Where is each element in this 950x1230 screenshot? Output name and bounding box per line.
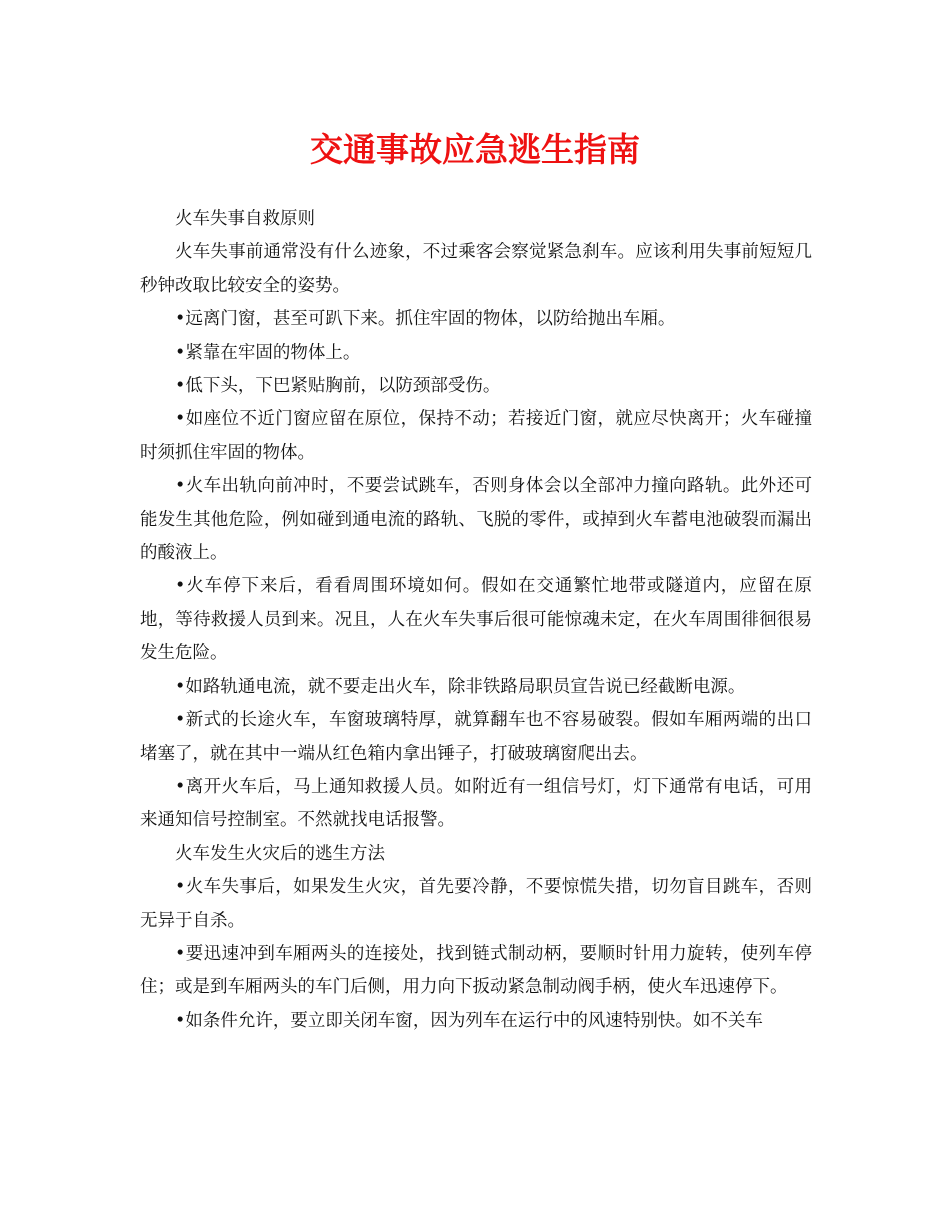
bullet-item: •火车出轨向前冲时，不要尝试跳车，否则身体会以全部冲力撞向路轨。此外还可能发生其他危险，例如碰到通电流的路轨、飞脱的零件，或掉到火车蓄电池破裂而漏出的酸液上。	[140, 476, 812, 564]
bullet-item: •新式的长途火车，车窗玻璃特厚，就算翻车也不容易破裂。假如车厢两端的出口堵塞了，就在其中一端从红色箱内拿出锤子，打破玻璃窗爬出去。	[140, 710, 812, 764]
page-title: 交通事故应急逃生指南	[310, 130, 640, 169]
bullet-item: •紧靠在牢固的物体上。	[175, 342, 361, 363]
bullet-item: •低下头，下巴紧贴胸前，以防颈部受伤。	[175, 376, 501, 397]
bullet-item: •火车失事后，如果发生火灾，首先要冷静，不要惊慌失措，切勿盲目跳车，否则无异于自杀。	[140, 877, 812, 931]
section-heading: 火车发生火灾后的逃生方法	[175, 843, 385, 864]
paragraph: 火车失事前通常没有什么迹象，不过乘客会察觉紧急刹车。应该利用失事前短短几秒钟改取比较安全的姿势。	[140, 242, 812, 296]
bullet-item: •离开火车后，马上通知救援人员。如附近有一组信号灯，灯下通常有电话，可用来通知信号控制室。不然就找电话报警。	[140, 776, 812, 831]
document-body	[140, 203, 812, 1038]
bullet-item: •如路轨通电流，就不要走出火车，除非铁路局职员宣告说已经截断电源。	[175, 676, 746, 697]
bullet-item: •火车停下来后，看看周围环境如何。假如在交通繁忙地带或隧道内，应留在原地，等待救援人员到来。况且，人在火车失事后很可能惊魂未定，在火车周围徘徊很易发生危险。	[140, 576, 812, 664]
bullet-item: •如条件允许，要立即关闭车窗，因为列车在运行中的风速特别快。如不关车	[175, 1010, 763, 1031]
bullet-item: •远离门窗，甚至可趴下来。抓住牢固的物体，以防给抛出车厢。	[175, 309, 676, 330]
section-heading: 火车失事自救原则	[175, 209, 315, 229]
bullet-item: •要迅速冲到车厢两头的连接处，找到链式制动柄，要顺时针用力旋转，使列车停住；或是到车厢两头的车门后侧，用力向下扳动紧急制动阀手柄，使火车迅速停下。	[140, 943, 812, 998]
bullet-item: •如座位不近门窗应留在原位，保持不动；若接近门窗，就应尽快离开；火车碰撞时须抓住牢固的物体。	[140, 409, 812, 463]
